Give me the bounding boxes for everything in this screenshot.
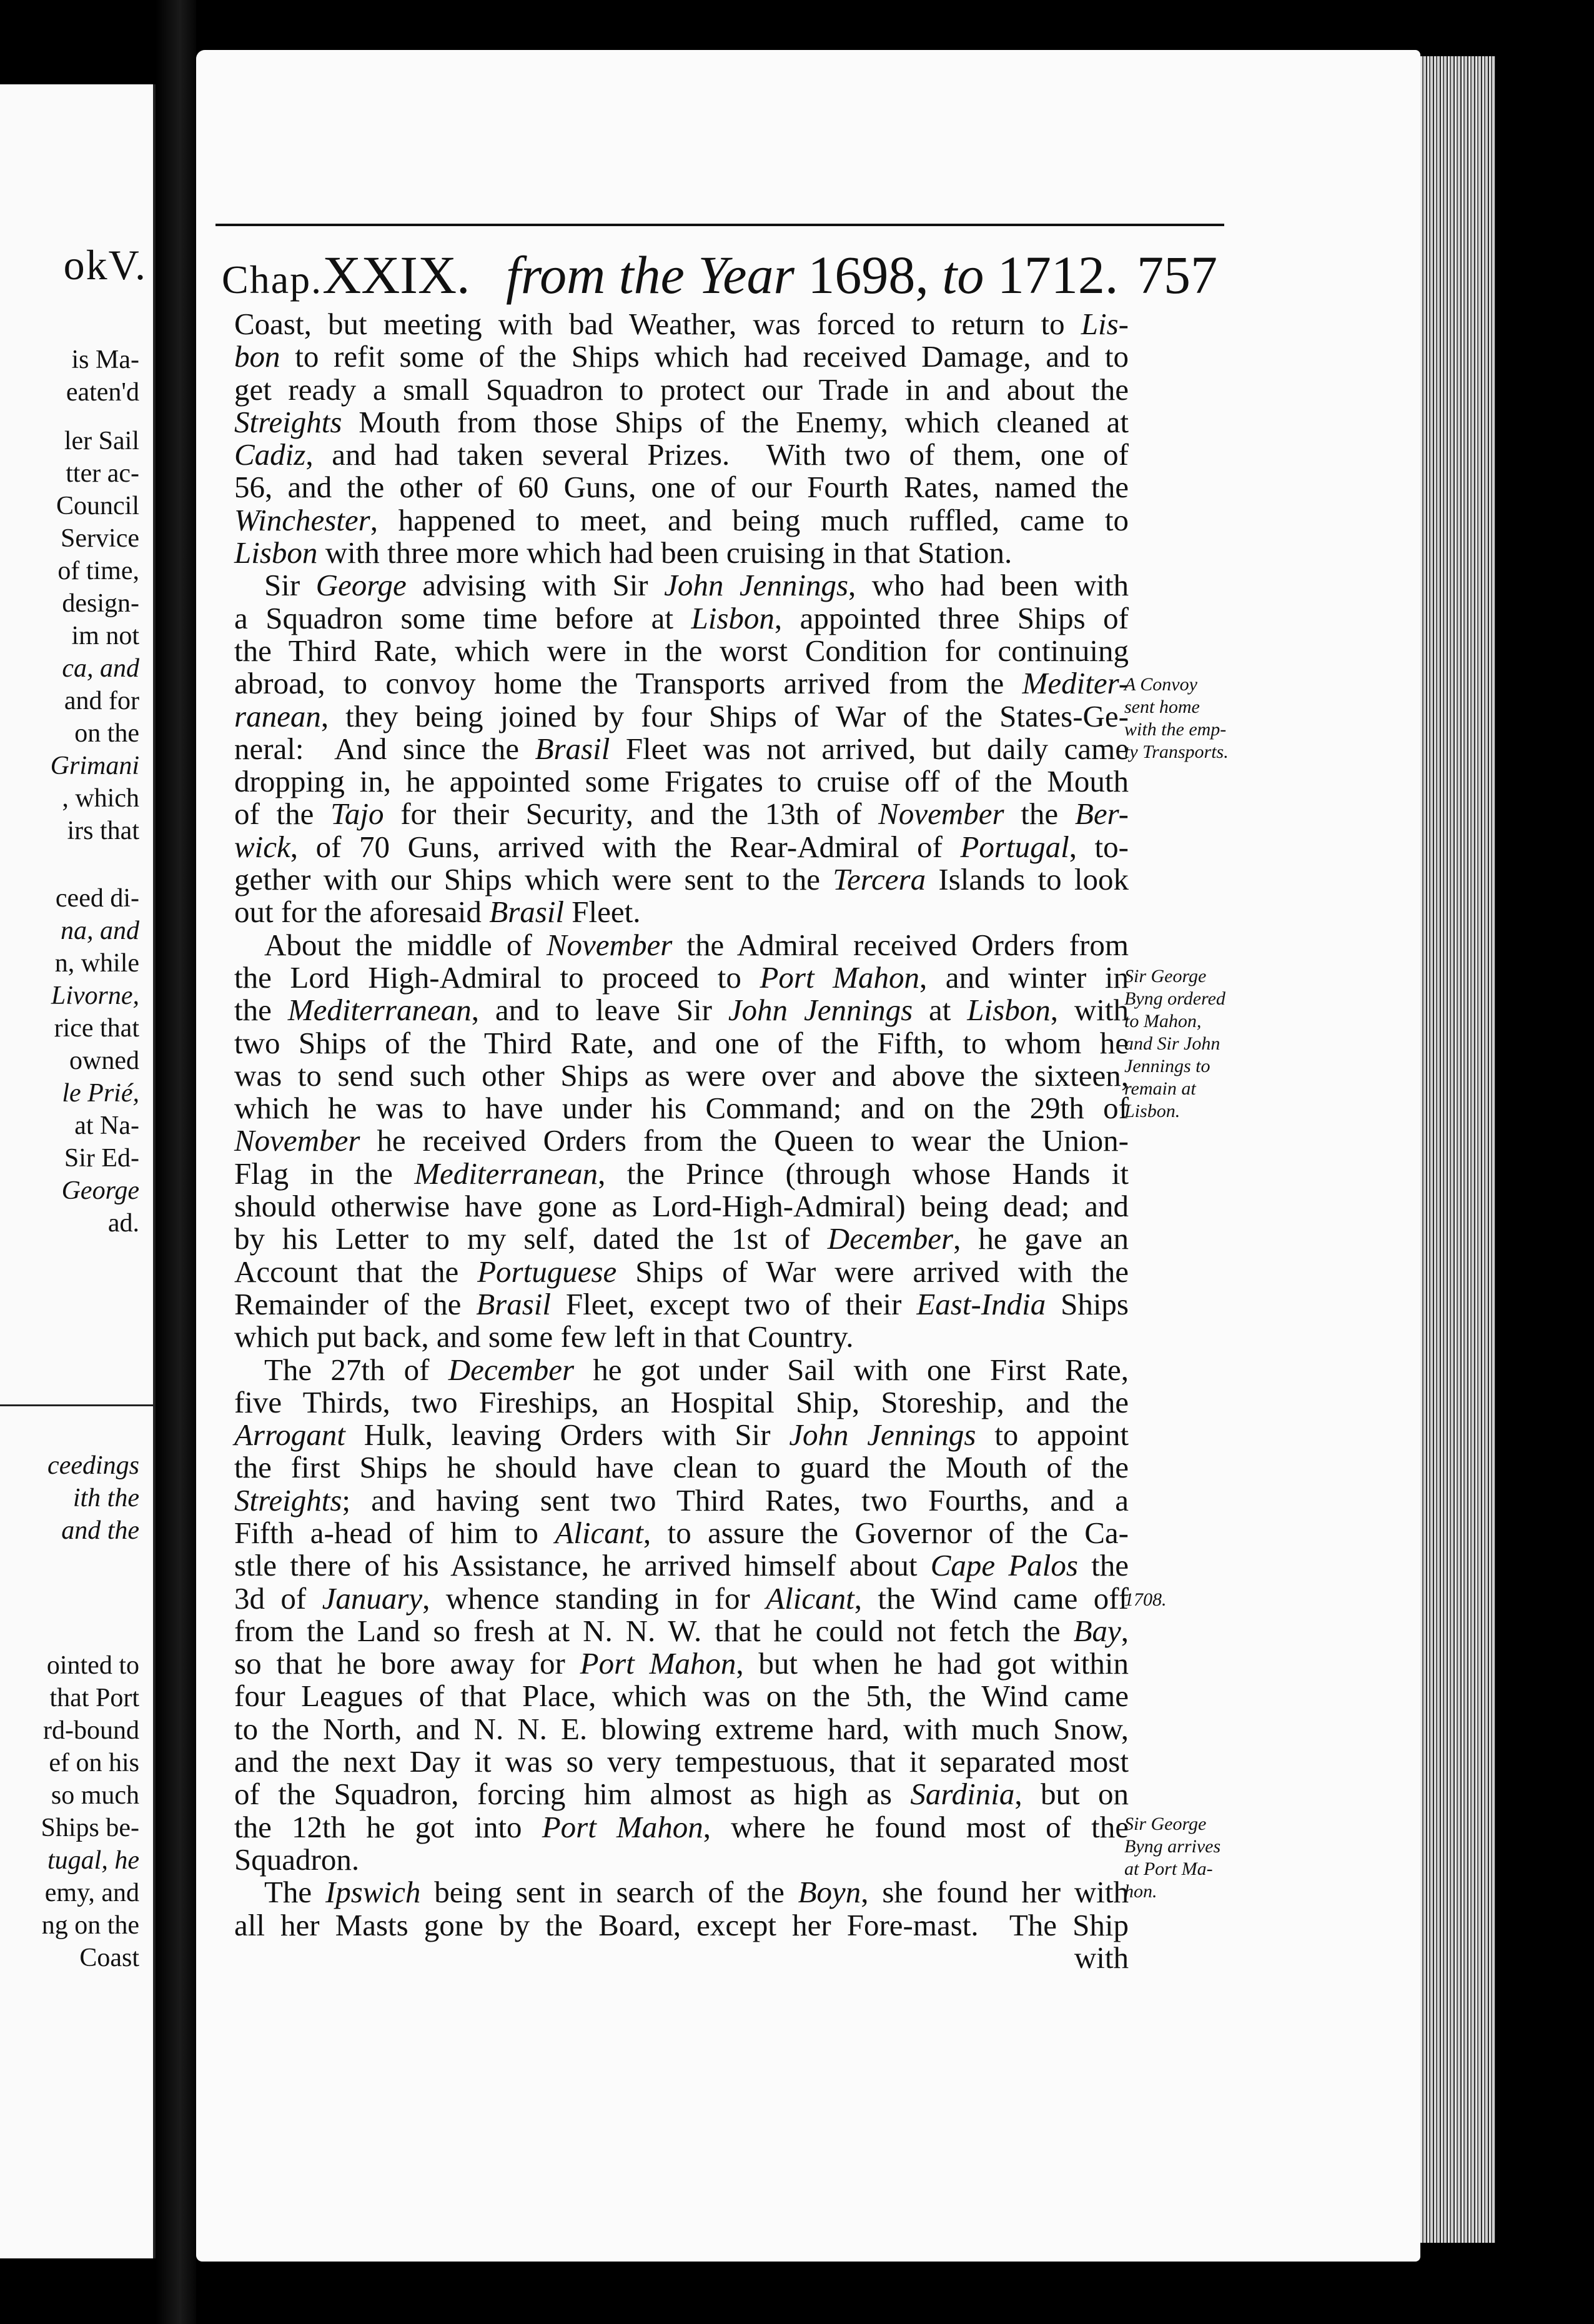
text-line: of the Squadron, forcing him almost as high as Sardinia, but on	[234, 1777, 1129, 1812]
text-line: wick, of 70 Guns, arrived with the Rear-Admiral of Portugal, to-	[234, 829, 1129, 864]
text-line: abroad, to convoy home the Transports arrived from the Mediter-	[234, 666, 1129, 701]
text-line: Squadron.	[234, 1842, 360, 1877]
text-line: two Ships of the Third Rate, and one of the Fifth, to whom he	[234, 1025, 1129, 1060]
text-line: Lisbon with three more which had been cruising in that Station.	[234, 535, 1012, 570]
text-line: The Ipswich being sent in search of the Boyn, she found her with	[264, 1875, 1129, 1910]
text-line: Streights; and having sent two Third Rates, two Fourths, and a	[234, 1482, 1129, 1517]
left-page-fragment: and the	[61, 1516, 139, 1545]
chapter-label: Chap.XXIX.	[222, 245, 470, 305]
left-page-fragment: eaten'd	[66, 378, 139, 407]
background-edge	[1495, 0, 1594, 2324]
left-page-fragment: ler Sail	[64, 427, 139, 455]
text-line: Account that the Portuguese Ships of War were arrived with the	[234, 1254, 1129, 1289]
margin-note: Sir George Byng arrives at Port Ma- hon.	[1124, 1814, 1221, 1902]
left-page	[0, 84, 156, 2258]
page-number: 757	[1137, 245, 1217, 305]
text-line: a Squadron some time before at Lisbon, appointed three Ships of	[234, 600, 1129, 635]
text-line: five Thirds, two Fireships, an Hospital Ship, Storeship, and the	[234, 1384, 1129, 1419]
header-title: from the Year 1698, to 1712.	[506, 245, 1119, 305]
left-page-fragment: ng on the	[41, 1911, 139, 1940]
left-page-rule	[0, 1404, 153, 1406]
text-line: Winchester, happened to meet, and being much ruffled, came to	[234, 502, 1129, 537]
left-page-fragment: Council	[56, 492, 139, 520]
text-line: The 27th of December he got under Sail with one First Rate,	[264, 1352, 1129, 1387]
text-line: from the Land so fresh at N. N. W. that he could not fetch the Bay,	[234, 1613, 1129, 1648]
left-page-fragment: George	[61, 1176, 139, 1205]
left-page-fragment: ad.	[107, 1209, 139, 1238]
text-line: of the Tajo for their Security, and the 13th of November the Ber-	[234, 797, 1129, 832]
text-line: neral: And since the Brasil Fleet was not arrived, but daily came	[234, 731, 1129, 766]
text-line: Remainder of the Brasil Fleet, except two of their East-India Ships	[234, 1286, 1129, 1321]
book-gutter	[156, 0, 196, 2324]
margin-note: A Convoy sent home with the emp- ty Transports.	[1124, 674, 1229, 762]
text-line: so that he bore away for Port Mahon, but when he had got within	[234, 1646, 1129, 1681]
text-line: which put back, and some few left in that Country.	[234, 1319, 854, 1354]
left-page-fragment: Ships be-	[41, 1814, 139, 1842]
text-line: gether with our Ships which were sent to the Tercera Islands to look	[234, 862, 1129, 897]
left-page-fragment: that Port	[49, 1684, 139, 1712]
text-line: bon to refit some of the Ships which had received Damage, and to	[234, 339, 1129, 374]
left-page-fragment: on the	[74, 719, 139, 748]
left-page-heading: okV.	[63, 241, 147, 289]
text-line: out for the aforesaid Brasil Fleet.	[234, 895, 641, 930]
catchword: with	[1074, 1940, 1129, 1975]
text-line: the first Ships he should have clean to guard the Mouth of the	[234, 1450, 1129, 1485]
text-line: the 12th he got into Port Mahon, where he found most of the	[234, 1809, 1129, 1844]
text-line: 56, and the other of 60 Guns, one of our Fourth Rates, named the	[234, 470, 1129, 505]
text-line: Coast, but meeting with bad Weather, was forced to return to Lis-	[234, 307, 1129, 341]
left-page-fragment: emy, and	[44, 1879, 139, 1907]
page-edges	[1420, 56, 1495, 2243]
left-page-fragment: Service	[61, 524, 139, 553]
left-page-fragment: ceed di-	[55, 884, 139, 913]
left-page-fragment: Coast	[79, 1944, 139, 1972]
left-page-fragment: ith the	[72, 1484, 139, 1512]
text-line: four Leagues of that Place, which was on the 5th, the Wind came	[234, 1679, 1129, 1714]
left-page-fragment: at Na-	[74, 1111, 139, 1140]
left-page-fragment: im not	[71, 622, 139, 650]
text-line: which he was to have under his Command; and on the 29th of	[234, 1091, 1129, 1126]
text-line: get ready a small Squadron to protect our Trade in and about the	[234, 372, 1129, 407]
text-line: ranean, they being joined by four Ships of War of the States-Ge-	[234, 698, 1129, 733]
text-line: the Third Rate, which were in the worst Condition for continuing	[234, 633, 1129, 668]
left-page-fragment: so much	[51, 1781, 139, 1810]
text-line: dropping in, he appointed some Frigates to cruise off of the Mouth	[234, 764, 1129, 799]
text-line: Arrogant Hulk, leaving Orders with Sir John Jennings to appoint	[234, 1418, 1129, 1452]
left-page-fragment: owned	[69, 1046, 139, 1075]
left-page-fragment: Livorne,	[51, 981, 139, 1010]
running-header	[222, 241, 1221, 309]
left-page-fragment: tugal, he	[47, 1846, 139, 1875]
text-line: and the next Day it was so very tempestuous, that it separated most	[234, 1744, 1129, 1779]
body-text	[234, 308, 1129, 1974]
left-page-fragment: tter ac-	[66, 459, 139, 488]
text-line: Sir George advising with Sir John Jennings, who had been with	[264, 568, 1129, 603]
left-page-fragment: n, while	[54, 949, 139, 978]
left-page-fragment: of time,	[57, 557, 139, 585]
text-line: 3d of January, whence standing in for Alicant, the Wind came off	[234, 1581, 1129, 1616]
left-page-fragment: ceedings	[47, 1451, 139, 1480]
left-page-fragment: rice that	[54, 1014, 139, 1043]
header-rule	[215, 224, 1224, 226]
text-line: Fifth a-head of him to Alicant, to assure the Governor of the Ca-	[234, 1515, 1129, 1550]
left-page-fragment: Grimani	[50, 752, 139, 780]
left-page-fragment: le Prié,	[62, 1079, 139, 1108]
text-line: should otherwise have gone as Lord-High-Admiral) being dead; and	[234, 1189, 1129, 1224]
left-page-fragment: irs that	[67, 817, 139, 845]
left-page-fragment: ef on his	[49, 1749, 139, 1777]
margin-note: 1708.	[1124, 1589, 1167, 1610]
text-line: all her Masts gone by the Board, except her Fore-mast. The Ship	[234, 1907, 1129, 1942]
left-page-fragment: rd-bound	[43, 1716, 139, 1745]
text-line: the Mediterranean, and to leave Sir John Jennings at Lisbon, with	[234, 993, 1129, 1028]
margin-note: Sir George Byng ordered to Mahon, and Sir John Jennings to remain at Lisbon.	[1124, 966, 1225, 1121]
left-page-fragment: , which	[62, 784, 139, 813]
text-line: the Lord High-Admiral to proceed to Port Mahon, and winter in	[234, 960, 1129, 995]
text-line: Flag in the Mediterranean, the Prince (through whose Hands it	[234, 1156, 1129, 1191]
left-page-fragment: Sir Ed-	[64, 1144, 139, 1173]
text-line: Streights Mouth from those Ships of the Enemy, which cleaned at	[234, 404, 1129, 439]
text-line: About the middle of November the Admiral received Orders from	[264, 927, 1129, 962]
text-line: November he received Orders from the Queen to wear the Union-	[234, 1123, 1129, 1158]
left-page-fragment: ca, and	[62, 654, 139, 683]
left-page-fragment: design-	[62, 589, 139, 618]
left-page-fragment: na, and	[61, 916, 139, 945]
text-line: stle there of his Assistance, he arrived himself about Cape Palos the	[234, 1548, 1129, 1583]
left-page-fragment: is Ma-	[71, 345, 139, 374]
text-line: to the North, and N. N. E. blowing extreme hard, with much Snow,	[234, 1711, 1129, 1746]
left-page-fragment: and for	[64, 687, 139, 715]
text-line: was to send such other Ships as were over and above the sixteen,	[234, 1058, 1129, 1093]
text-line: Cadiz, and had taken several Prizes. With two of them, one of	[234, 437, 1129, 472]
text-line: by his Letter to my self, dated the 1st of December, he gave an	[234, 1221, 1129, 1256]
left-page-fragment: ointed to	[46, 1651, 139, 1680]
